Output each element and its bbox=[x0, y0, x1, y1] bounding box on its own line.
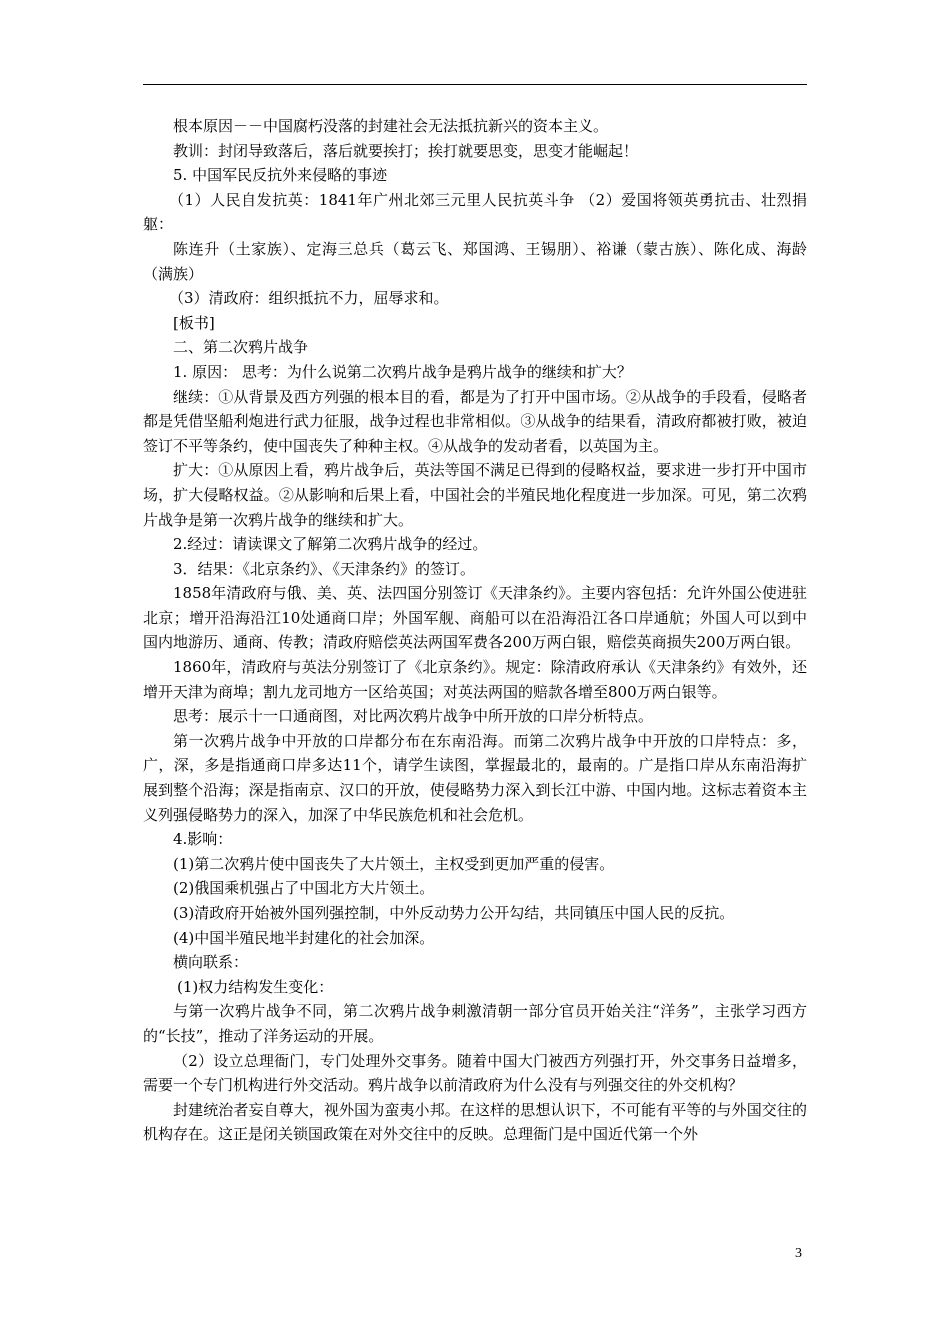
paragraph: 扩大：①从原因上看，鸦片战争后，英法等国不满足已得到的侵略权益，要求进一步打开中国市场，扩大侵略权益。②从影响和后果上看，中国社会的半殖民地化程度进一步加深。可见，第二次鸦片战争是第一次鸦片战争的继续和扩大。 bbox=[143, 461, 807, 529]
paragraph: (4)中国半殖民地半封建化的社会加深。 bbox=[173, 928, 435, 947]
paragraph: 2.经过：请读课文了解第二次鸦片战争的经过。 bbox=[173, 535, 488, 554]
paragraph: 根本原因－－中国腐朽没落的封建社会无法抵抗新兴的资本主义。 bbox=[173, 117, 609, 135]
paragraph: （2）设立总理衙门，专门处理外交事务。随着中国大门被西方列强打开，外交事务日益增多，需要一个专门机构进行外交活动。鸦片战争以前清政府为什么没有与列强交往的外交机构？ bbox=[143, 1051, 807, 1095]
paragraph: [板书] bbox=[173, 313, 215, 332]
paragraph: 封建统治者妄自尊大，视外国为蛮夷小邦。在这样的思想认识下，不可能有平等的与外国交往的机构存在。这正是闭关锁国政策在对外交往中的反映。总理衙门是中国近代第一个外 bbox=[143, 1100, 807, 1144]
paragraph: 继续：①从背景及西方列强的根本目的看，都是为了打开中国市场。②从战争的手段看，侵略者都是凭借坚船利炮进行武力征服，战争过程也非常相似。③从战争的结果看，清政府都被打败，被迫签订不平等条约，使中国丧失了种种主权。④从战争的发动者看，以英国为主。 bbox=[143, 387, 807, 455]
paragraph: 5. 中国军民反抗外来侵略的事迹 bbox=[173, 166, 388, 185]
paragraph: 3．结果：《北京条约》、《天津条约》的签订。 bbox=[173, 559, 476, 578]
section-heading: 二、第二次鸦片战争 bbox=[173, 338, 309, 357]
paragraph: 1. 原因： 思考：为什么说第二次鸦片战争是鸦片战争的继续和扩大？ bbox=[173, 362, 632, 381]
paragraph: 第一次鸦片战争中开放的口岸都分布在东南沿海。而第二次鸦片战争中开放的口岸特点：多，广，深，多是指通商口岸多达11个，请学生读图，掌握最北的，最南的。广是指口岸从东南沿海扩展到整个沿海；深是指南京、汉口的开放，使侵略势力深入到长江中游、中国内地。这标志着资本主义列强侵略势力的深入，加深了中华民族危机和社会危机。 bbox=[143, 731, 807, 824]
paragraph: （3）清政府：组织抵抗不力，屈辱求和。 bbox=[169, 289, 449, 308]
paragraph: 1860年，清政府与英法分别签订了《北京条约》。规定：除清政府承认《天津条约》有效外，还增开天津为商埠；割九龙司地方一区给英国；对英法两国的赔款各增至800万两白银等。 bbox=[143, 658, 807, 701]
paragraph: 教训：封闭导致落后，落后就要挨打；挨打就要思变，思变才能崛起！ bbox=[173, 141, 639, 160]
page-number: 3 bbox=[795, 1246, 802, 1261]
header-rule bbox=[143, 84, 807, 85]
paragraph: 思考：展示十一口通商图，对比两次鸦片战争中所开放的口岸分析特点。 bbox=[173, 707, 654, 726]
paragraph: (1)第二次鸦片使中国丧失了大片领土，主权受到更加严重的侵害。 bbox=[173, 854, 615, 873]
paragraph: 与第一次鸦片战争不同，第二次鸦片战争刺激清朝一部分官员开始关注“洋务”，主张学习西方的“长技”，推动了洋务运动的开展。 bbox=[143, 1002, 807, 1045]
paragraph: 陈连升（土家族）、定海三总兵（葛云飞、郑国鸿、王锡朋）、裕谦（蒙古族）、陈化成、海龄（满族） bbox=[143, 239, 807, 283]
paragraph: (1)权力结构发生变化： bbox=[177, 977, 334, 996]
paragraph: 1858年清政府与俄、美、英、法四国分别签订《天津条约》。主要内容包括：允许外国公使进驻北京；增开沿海沿江10处通商口岸；外国军舰、商船可以在沿海沿江各口岸通航；外国人可以到中国内地游历、通商、传教；清政府赔偿英法两国军费各200万两白银，赔偿英商损失200万两白银。 bbox=[143, 584, 807, 652]
paragraph: (2)俄国乘机强占了中国北方大片领土。 bbox=[173, 879, 435, 898]
paragraph: （1）人民自发抗英：1841年广州北郊三元里人民抗英斗争 （2）爱国将领英勇抗击、壮烈捐躯： bbox=[143, 190, 807, 234]
paragraph: (3)清政府开始被外国列强控制，中外反动势力公开勾结，共同镇压中国人民的反抗。 bbox=[173, 904, 735, 922]
paragraph: 横向联系： bbox=[173, 953, 249, 972]
paragraph: 4.影响： bbox=[173, 830, 233, 849]
document-body bbox=[143, 114, 807, 1147]
